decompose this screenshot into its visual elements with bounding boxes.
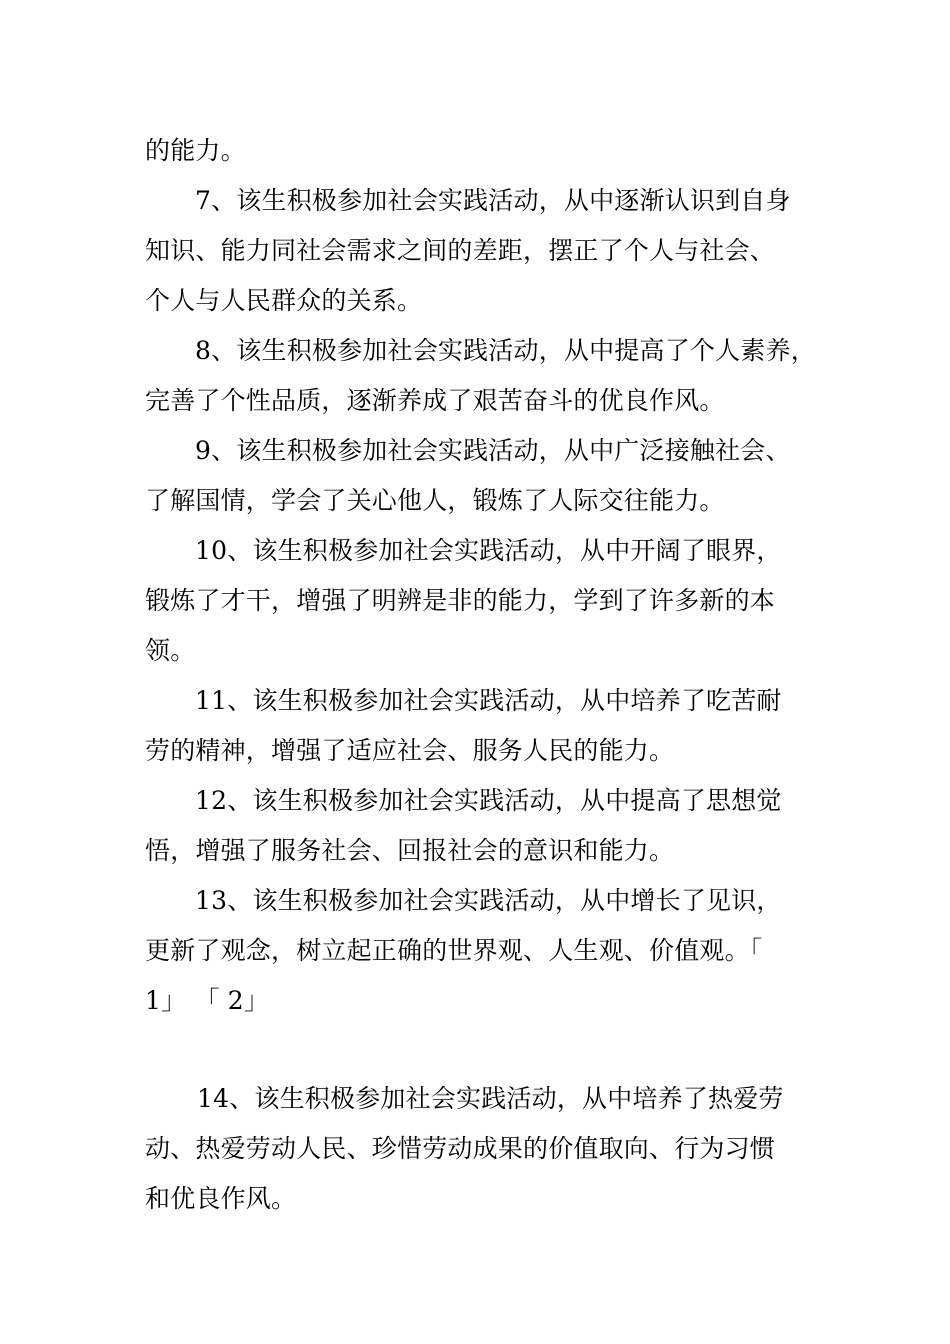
text-line: 锻炼了才干，增强了明辨是非的能力，学到了许多新的本 <box>145 586 776 615</box>
text-line: 悟，增强了服务社会、回报社会的意识和能力。 <box>145 836 675 865</box>
text-line: 更新了观念，树立起正确的世界观、人生观、价值观。「 <box>145 936 763 965</box>
text-line: 8、该生积极参加社会实践活动，从中提高了个人素养， <box>195 336 816 365</box>
text-line: 个人与人民群众的关系。 <box>145 286 423 315</box>
text-line: 和优良作风。 <box>145 1184 297 1213</box>
text-line: 10、该生积极参加社会实践活动，从中开阔了眼界， <box>195 536 782 565</box>
text-line: 11、该生积极参加社会实践活动，从中培养了吃苦耐 <box>195 686 782 715</box>
text-line: 12、该生积极参加社会实践活动，从中提高了思想觉 <box>195 786 782 815</box>
text-line: 动、热爱劳动人民、珍惜劳动成果的价值取向、行为习惯 <box>145 1134 776 1163</box>
text-line: 的能力。 <box>145 136 246 165</box>
text-line: 领。 <box>145 636 196 665</box>
text-line: 1」 「 2」 <box>145 986 270 1015</box>
text-line: 7、该生积极参加社会实践活动，从中逐渐认识到自身 <box>195 186 791 215</box>
text-line: 9、该生积极参加社会实践活动，从中广泛接触社会、 <box>195 436 791 465</box>
text-line: 完善了个性品质，逐渐养成了艰苦奋斗的优良作风。 <box>145 386 725 415</box>
text-line: 知识、能力同社会需求之间的差距，摆正了个人与社会、 <box>145 236 776 265</box>
text-line: 劳的精神，增强了适应社会、服务人民的能力。 <box>145 736 675 765</box>
text-line: 了解国情，学会了关心他人，锻炼了人际交往能力。 <box>145 486 725 515</box>
text-line: 13、该生积极参加社会实践活动，从中增长了见识， <box>195 886 782 915</box>
text-line: 14、该生积极参加社会实践活动，从中培养了热爱劳 <box>197 1084 784 1113</box>
